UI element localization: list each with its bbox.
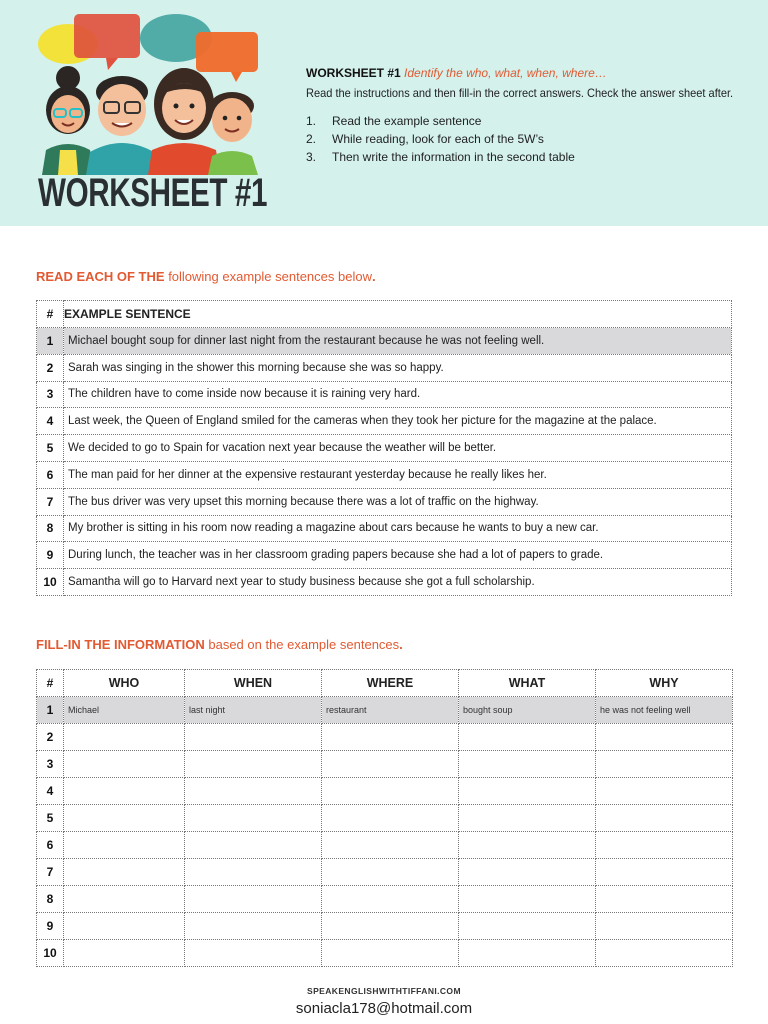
row-number: 8 <box>37 515 64 542</box>
row-number: 5 <box>37 805 64 832</box>
table-row <box>37 515 732 542</box>
section-heading-rest: based on the example sentences <box>208 637 400 652</box>
where-cell: restaurant <box>322 697 459 724</box>
why-cell[interactable] <box>596 724 733 751</box>
column-header-why: WHY <box>596 670 733 697</box>
when-cell[interactable] <box>185 805 322 832</box>
when-cell[interactable] <box>185 751 322 778</box>
table-row <box>37 328 732 355</box>
where-cell[interactable] <box>322 832 459 859</box>
section-heading-rest: following example sentences below <box>168 269 372 284</box>
who-cell[interactable] <box>64 913 185 940</box>
what-cell[interactable] <box>459 913 596 940</box>
column-header-who: WHO <box>64 670 185 697</box>
intro-heading <box>306 64 756 82</box>
table-row <box>37 354 732 381</box>
steps-list <box>306 112 756 166</box>
who-cell: Michael <box>64 697 185 724</box>
who-cell[interactable] <box>64 940 185 967</box>
what-cell[interactable] <box>459 805 596 832</box>
what-cell[interactable] <box>459 940 596 967</box>
when-cell[interactable] <box>185 940 322 967</box>
column-header-what: WHAT <box>459 670 596 697</box>
sentence-cell: We decided to go to Spain for vacation next year because the weather will be better. <box>64 435 732 462</box>
step-text: While reading, look for each of the 5W’s <box>332 132 544 146</box>
header-banner <box>0 0 768 226</box>
sentence-cell: Sarah was singing in the shower this morning because she was so happy. <box>64 354 732 381</box>
what-cell[interactable] <box>459 724 596 751</box>
step-number: 3. <box>306 150 317 164</box>
row-number: 7 <box>37 859 64 886</box>
footer-website: SPEAKENGLISHWITHTIFFANI.COM <box>307 986 461 996</box>
row-number: 9 <box>37 542 64 569</box>
where-cell[interactable] <box>322 724 459 751</box>
when-cell[interactable] <box>185 913 322 940</box>
what-cell[interactable] <box>459 778 596 805</box>
row-number: 7 <box>37 488 64 515</box>
table-row <box>37 859 733 886</box>
sentence-cell: The bus driver was very upset this morning because there was a lot of traffic on the highway. <box>64 488 732 515</box>
table-row <box>37 751 733 778</box>
what-cell: bought soup <box>459 697 596 724</box>
table-row <box>37 832 733 859</box>
what-cell[interactable] <box>459 886 596 913</box>
table-header-row <box>37 670 733 697</box>
worksheet-label: WORKSHEET #1 <box>306 66 401 80</box>
where-cell[interactable] <box>322 805 459 832</box>
when-cell[interactable] <box>185 859 322 886</box>
why-cell[interactable] <box>596 940 733 967</box>
step-item <box>306 130 756 148</box>
example-sentences-table <box>36 300 732 596</box>
table-row <box>37 778 733 805</box>
worksheet-subtitle: Identify the who, what, when, where… <box>404 66 607 80</box>
footer-email: soniacla178@hotmail.com <box>295 1000 473 1017</box>
intro-block <box>306 64 756 166</box>
table-row <box>37 542 732 569</box>
table-row <box>37 886 733 913</box>
column-header-where: WHERE <box>322 670 459 697</box>
when-cell[interactable] <box>185 778 322 805</box>
section-heading-dot: . <box>399 637 403 652</box>
why-cell[interactable] <box>596 751 733 778</box>
what-cell[interactable] <box>459 832 596 859</box>
section-heading-read <box>36 269 376 284</box>
fill-in-table <box>36 669 733 967</box>
sentence-cell: During lunch, the teacher was in her classroom grading papers because she had a lot of papers to grade. <box>64 542 732 569</box>
who-cell[interactable] <box>64 778 185 805</box>
row-number: 10 <box>37 940 64 967</box>
when-cell[interactable] <box>185 886 322 913</box>
row-number: 4 <box>37 778 64 805</box>
table-row <box>37 805 733 832</box>
sentence-cell: The children have to come inside now because it is raining very hard. <box>64 381 732 408</box>
row-number: 4 <box>37 408 64 435</box>
row-number: 8 <box>37 886 64 913</box>
why-cell[interactable] <box>596 805 733 832</box>
why-cell[interactable] <box>596 778 733 805</box>
section-heading-strong: FILL-IN THE INFORMATION <box>36 637 205 652</box>
sentence-cell: Samantha will go to Harvard next year to study business because she got a full scholarship. <box>64 569 732 596</box>
table-row <box>37 724 733 751</box>
sentence-cell: Last week, the Queen of England smiled for the cameras when they took her picture for the magazine at the palace. <box>64 408 732 435</box>
table-row <box>37 461 732 488</box>
where-cell[interactable] <box>322 859 459 886</box>
why-cell[interactable] <box>596 859 733 886</box>
who-cell[interactable] <box>64 832 185 859</box>
when-cell: last night <box>185 697 322 724</box>
table-row <box>37 697 733 724</box>
section-heading-dot: . <box>371 269 376 284</box>
why-cell: he was not feeling well <box>596 697 733 724</box>
where-cell[interactable] <box>322 751 459 778</box>
row-number: 6 <box>37 832 64 859</box>
row-number: 9 <box>37 913 64 940</box>
sentence-cell: Michael bought soup for dinner last night from the restaurant because he was not feeling well. <box>64 328 732 355</box>
who-cell[interactable] <box>64 886 185 913</box>
who-cell[interactable] <box>64 724 185 751</box>
where-cell[interactable] <box>322 778 459 805</box>
who-cell[interactable] <box>64 751 185 778</box>
row-number: 1 <box>37 697 64 724</box>
table-row <box>37 569 732 596</box>
row-number: 2 <box>37 724 64 751</box>
sentence-cell: The man paid for her dinner at the expensive restaurant yesterday because he really likes her. <box>64 461 732 488</box>
row-number: 1 <box>37 328 64 355</box>
who-cell[interactable] <box>64 859 185 886</box>
step-text: Then write the information in the second table <box>332 150 575 164</box>
when-cell[interactable] <box>185 832 322 859</box>
sentence-cell: My brother is sitting in his room now reading a magazine about cars because he wants to buy a new car. <box>64 515 732 542</box>
step-item <box>306 148 756 166</box>
row-number: 3 <box>37 751 64 778</box>
column-header-number: # <box>37 301 64 328</box>
row-number: 10 <box>37 569 64 596</box>
what-cell[interactable] <box>459 751 596 778</box>
column-header-when: WHEN <box>185 670 322 697</box>
section-heading-fill <box>36 637 403 652</box>
why-cell[interactable] <box>596 913 733 940</box>
table-row <box>37 913 733 940</box>
who-cell[interactable] <box>64 805 185 832</box>
table-row <box>37 435 732 462</box>
step-number: 2. <box>306 132 317 146</box>
step-number: 1. <box>306 114 317 128</box>
when-cell[interactable] <box>185 724 322 751</box>
table-row <box>37 381 732 408</box>
family-illustration <box>36 10 271 175</box>
table-row <box>37 488 732 515</box>
what-cell[interactable] <box>459 859 596 886</box>
where-cell[interactable] <box>322 913 459 940</box>
table-header-row <box>37 301 732 328</box>
instructions-text: Read the instructions and then fill-in the correct answers. Check the answer sheet after. <box>306 86 734 100</box>
row-number: 6 <box>37 461 64 488</box>
column-header-number: # <box>37 670 64 697</box>
column-header-sentence: EXAMPLE SENTENCE <box>64 301 732 328</box>
row-number: 5 <box>37 435 64 462</box>
where-cell[interactable] <box>322 886 459 913</box>
section-heading-strong: READ EACH OF THE <box>36 269 165 284</box>
table-row <box>37 940 733 967</box>
step-item <box>306 112 756 130</box>
row-number: 3 <box>37 381 64 408</box>
row-number: 2 <box>37 354 64 381</box>
where-cell[interactable] <box>322 940 459 967</box>
table-row <box>37 408 732 435</box>
worksheet-title: WORKSHEET #1 <box>38 171 268 215</box>
why-cell[interactable] <box>596 832 733 859</box>
why-cell[interactable] <box>596 886 733 913</box>
step-text: Read the example sentence <box>332 114 482 128</box>
